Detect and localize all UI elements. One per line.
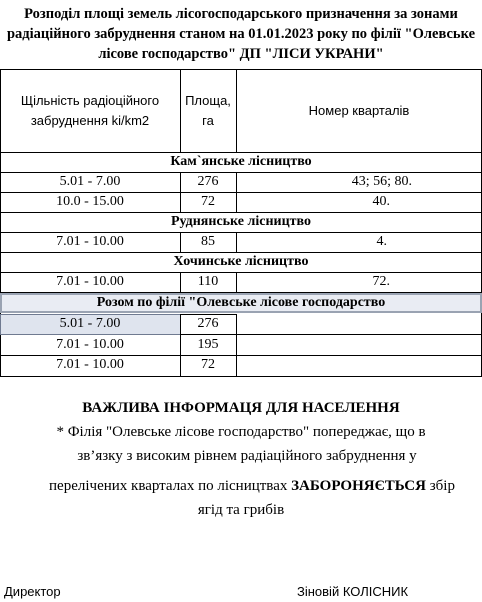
notice-heading: ВАЖЛИВА ІНФОРМАЦЯ ДЛЯ НАСЕЛЕННЯ bbox=[82, 400, 400, 416]
cell-quarters: 43; 56; 80. bbox=[351, 174, 412, 189]
cell-area: 195 bbox=[197, 337, 219, 352]
header-area-line-1: Площа, bbox=[185, 93, 231, 108]
cell-area: 85 bbox=[201, 234, 215, 249]
total-title: Розом по філії "Олевське лісове господарство bbox=[96, 295, 386, 310]
header-density-line-1: Щільність радіоційного bbox=[20, 93, 160, 108]
notice-line-1: * Філія "Олевське лісове господарство" попереджає, що в bbox=[56, 424, 426, 440]
cell-quarters: 72. bbox=[372, 274, 390, 289]
notice-line-3 bbox=[0, 475, 482, 497]
section-title: Руднянське лісництво bbox=[170, 214, 311, 229]
cell-area: 72 bbox=[201, 194, 215, 209]
title-line-3: лісове господарство" ДП "ЛІСИ УКРАНИ" bbox=[98, 46, 384, 62]
cell-density: 7.01 - 10.00 bbox=[56, 274, 124, 289]
cell-quarters: 40. bbox=[372, 194, 390, 209]
header-quarters bbox=[236, 70, 482, 152]
footer-position: Директор bbox=[4, 584, 61, 599]
document-title bbox=[0, 0, 482, 70]
header-area-line-2: га bbox=[202, 113, 214, 128]
title-line-1: Розподіл площі земель лісогосподарського призначення за зонами bbox=[24, 6, 458, 22]
cell-density: 5.01 - 7.00 bbox=[59, 316, 121, 331]
header-density bbox=[0, 70, 180, 152]
notice-line-3-start: перелічених кварталах по лісництвах bbox=[49, 478, 288, 494]
section-title: Кам`янське лісництво bbox=[170, 154, 312, 169]
cell-area: 110 bbox=[197, 274, 219, 289]
header-area bbox=[180, 70, 236, 152]
cell-density: 7.01 - 10.00 bbox=[56, 337, 124, 352]
notice-prohibited: ЗАБОРОНЯЄТЬСЯ bbox=[291, 478, 426, 494]
cell-density: 10.0 - 15.00 bbox=[56, 194, 124, 209]
cell-density: 7.01 - 10.00 bbox=[56, 357, 124, 372]
cell-area: 276 bbox=[197, 174, 219, 189]
header-density-line-2: забруднення ki/km2 bbox=[30, 113, 150, 128]
cell-area: 72 bbox=[201, 357, 215, 372]
cell-density: 7.01 - 10.00 bbox=[56, 234, 124, 249]
notice-line-2: зв’язку з високим рівнем радіаційного забруднення у bbox=[77, 448, 417, 464]
section-title: Хочинське лісництво bbox=[173, 254, 309, 269]
cell-density: 5.01 - 7.00 bbox=[59, 174, 121, 189]
cell-area: 276 bbox=[197, 316, 219, 331]
row-separator bbox=[0, 376, 482, 377]
notice-line-4: ягід та грибів bbox=[197, 502, 285, 518]
header-quarters-label: Номер кварталів bbox=[308, 103, 410, 118]
footer-signatory: Зіновій КОЛІСНИК bbox=[297, 584, 409, 599]
title-line-2: радіаційного забруднення станом на 01.01.2023 року по філії "Олевське bbox=[6, 26, 475, 42]
notice-line-3-end: збір bbox=[429, 478, 455, 494]
cell-quarters: 4. bbox=[376, 234, 387, 249]
